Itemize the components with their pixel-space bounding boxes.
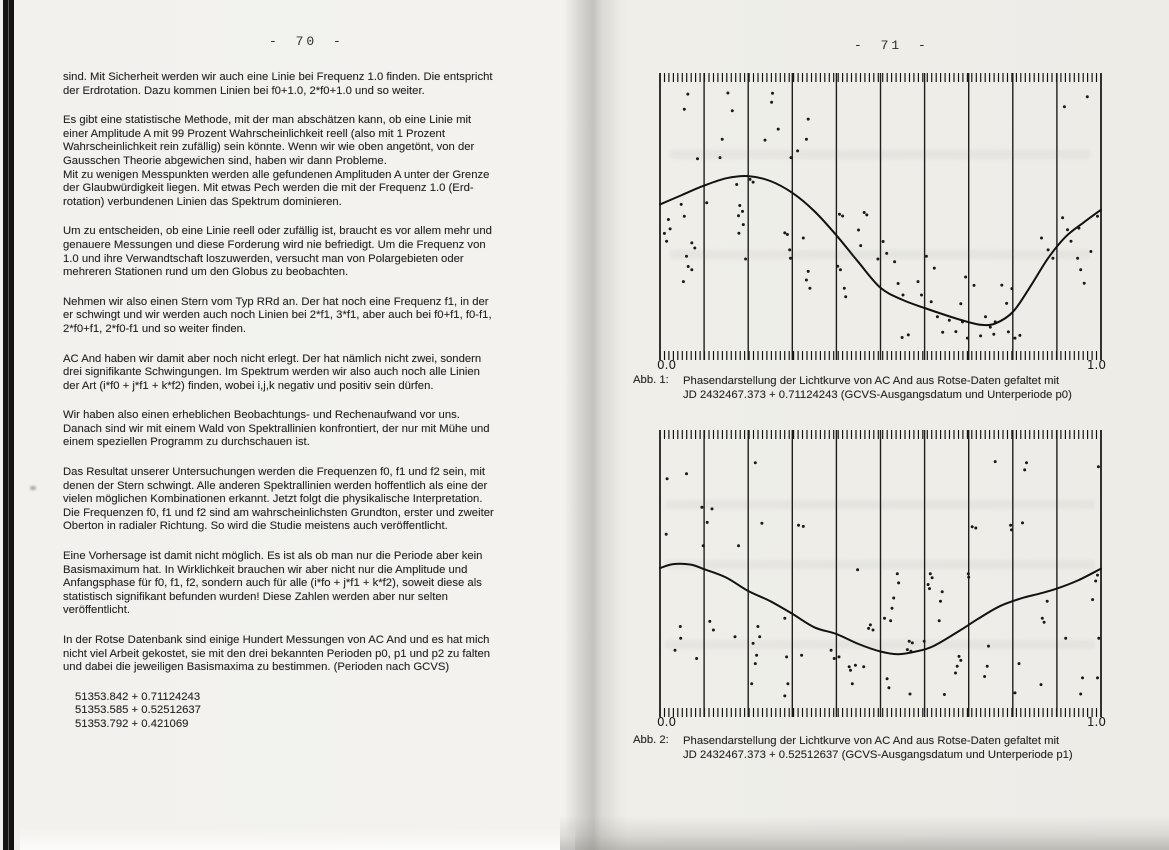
text-line: Die Frequenzen f0, f1 und f2 sind am wahrscheinlichsten Grundton, erster und zweiter (63, 506, 494, 519)
bleedthrough-artifact (670, 250, 1090, 259)
text-line: denen der Stern schwingt. Alle anderen Spektrallinien werden hoffentlich als eine der (63, 479, 488, 492)
scan-edge-strip (3, 0, 14, 850)
text-line: 51353.585 + 0.52512637 (75, 704, 201, 717)
text-line: Danach sind wir mit einem Wald von Spektrallinien konfrontiert, der nur mit Mühe und (63, 422, 490, 435)
figure-2-caption-text (683, 734, 1073, 762)
text-line: Das Resultat unserer Untersuchungen werden die Frequenzen f0, f1 und f2 sein, mit (63, 466, 485, 479)
figure-2-label: Abb. 2: (633, 734, 669, 746)
text-line: Basismaximum hat. In Wirklichkeit brauchen wir aber nicht nur die Amplitude und (63, 563, 468, 576)
text-line: Um zu entscheiden, ob eine Linie reell oder zufällig ist, braucht es vor allem mehr und (63, 225, 492, 238)
figure-1-caption-text (683, 374, 1072, 402)
text-line: 1.0 und ihre Verwandtschaft loszuwerden, versucht man von Polargebieten oder (63, 252, 464, 265)
caption-line: JD 2432467.373 + 0.52512637 (GCVS-Ausgangsdatum und Unterperiode p1) (683, 749, 1073, 761)
svg-text:1.0: 1.0 (1086, 358, 1106, 372)
text-line: einer Amplitude A mit 99 Prozent Wahrscheinlichkeit reell (also mit 1 Prozent (63, 127, 445, 140)
paragraph (63, 409, 581, 450)
text-line: einem speziellen Programm zu durchschauen ist. (63, 436, 310, 449)
text-line: veröffentlicht. (63, 604, 130, 617)
body-text (63, 71, 581, 748)
figure-2-caption (633, 734, 1073, 762)
paragraph (63, 114, 581, 209)
text-line: Wir haben also einen erheblichen Beobachtungs- und Rechenaufwand vor uns. (63, 409, 460, 422)
svg-text:0.0: 0.0 (657, 358, 677, 372)
figure-1-label: Abb. 1: (633, 374, 669, 386)
text-line: Es gibt eine statistische Methode, mit der man abschätzen kann, ob eine Linie mit (63, 114, 472, 127)
text-line: Eine Vorhersage ist damit nicht möglich. Es ist als ob man nur die Periode aber kein (63, 550, 483, 563)
caption-line: Phasendarstellung der Lichtkurve von AC And aus Rotse-Daten gefaltet mit (683, 735, 1060, 747)
right-page (590, 0, 1169, 850)
text-line: 2*f0+f1, 2*f0-f1 und so weiter finden. (63, 322, 247, 335)
text-line: 51353.792 + 0.421069 (75, 717, 189, 730)
text-line: Anfangsphase für f0, f1, f2, sondern auch für alle (i*fo + j*f1 + k*f2), soweit diese als (63, 577, 482, 590)
text-line: genauere Messungen und diese Forderung wird nie befriedigt. Um die Frequenz von (63, 238, 486, 251)
paragraph (63, 71, 581, 98)
phase-plot-figure-2 (650, 424, 1112, 734)
paragraph (63, 353, 581, 394)
text-line: drei signifikante Schwingungen. Im Spektrum werden wir also auch noch alle Linien (63, 366, 480, 379)
text-line: nicht viel Arbeit gekostet, sie mit den drei bekannten Perioden p0, p1 und p2 zu falten (63, 647, 491, 660)
phase-plot-figure-1 (650, 67, 1112, 377)
right-page-number: - 71 - (854, 38, 929, 53)
text-line: Mit zu wenigen Messpunkten werden alle gefundenen Amplituden A unter der Grenze (63, 168, 490, 181)
text-line: AC And haben wir damit aber noch nicht erlegt. Der hat nämlich nicht zwei, sondern (63, 352, 482, 365)
bleedthrough-artifact (670, 150, 1090, 159)
text-line: und dabei die jeweiligen Basismaxima zu bestimmen. (Perioden nach GCVS) (63, 661, 450, 674)
left-page (14, 0, 590, 850)
paragraph (63, 634, 581, 675)
period-list (63, 691, 581, 732)
paragraph (63, 225, 581, 279)
svg-text:0.0: 0.0 (657, 715, 677, 729)
text-line: Nehmen wir also einen Stern vom Typ RRd an. Der hat noch eine Frequenz f1, in der (63, 295, 489, 308)
left-page-number: - 70 - (269, 34, 344, 49)
svg-text:1.0: 1.0 (1086, 715, 1106, 729)
text-line: der Erdrotation. Dazu kommen Linien bei f0+1.0, 2*f0+1.0 und so weiter. (63, 84, 425, 97)
text-line: In der Rotse Datenbank sind einige Hundert Messungen von AC And und es hat mich (63, 634, 490, 646)
scan-smudge (30, 486, 36, 490)
text-line: statistisch signifikant befunden wurden! Diese Zahlen werden aber nur selten (63, 590, 448, 603)
text-line: der Glaubwürdigkeit liegen. Mit etwas Pech werden die mit der Frequenz 1.0 (Erd- (63, 182, 474, 195)
text-line: 51353.842 + 0.71124243 (75, 690, 201, 703)
paragraph (63, 296, 581, 337)
text-line: der Art (i*f0 + j*f1 + k*f2) finden, wobei i,j,k negativ und positiv sein dürfen. (63, 379, 434, 392)
caption-line: Phasendarstellung der Lichtkurve von AC And aus Rotse-Daten gefaltet mit (683, 375, 1060, 387)
text-line: Oberton in radialer Richtung. So wird die Studie meistens auch veröffentlicht. (63, 520, 448, 533)
text-line: er schwingt und wir werden auch noch Linien bei 2*f1, 3*f1, aber auch bei f0+f1, f0-f1, (63, 309, 492, 322)
text-line: mehreren Stationen rund um den Globus zu beobachten. (63, 266, 349, 279)
text-line: vielen möglichen Kombinationen erkannt. Jetzt folgt die physikalische Interpretation. (63, 493, 483, 506)
figure-1-caption (633, 374, 1072, 402)
paragraph (63, 466, 581, 534)
caption-line: JD 2432467.373 + 0.71124243 (GCVS-Ausgangsdatum und Unterperiode p0) (683, 389, 1072, 401)
text-line: Wahrscheinlichkeit rein zufällig) sein könnte. Wenn wir wie oben angetönt, von der (63, 141, 475, 154)
text-line: rotation) verbundenen Linien das Spektrum dominieren. (63, 195, 342, 208)
text-line: sind. Mit Sicherheit werden wir auch eine Linie bei Frequenz 1.0 finden. Die entspricht (63, 71, 493, 83)
paragraph (63, 550, 581, 618)
text-line: Gausschen Theorie abgewichen sind, haben wir dann Probleme. (63, 154, 387, 167)
